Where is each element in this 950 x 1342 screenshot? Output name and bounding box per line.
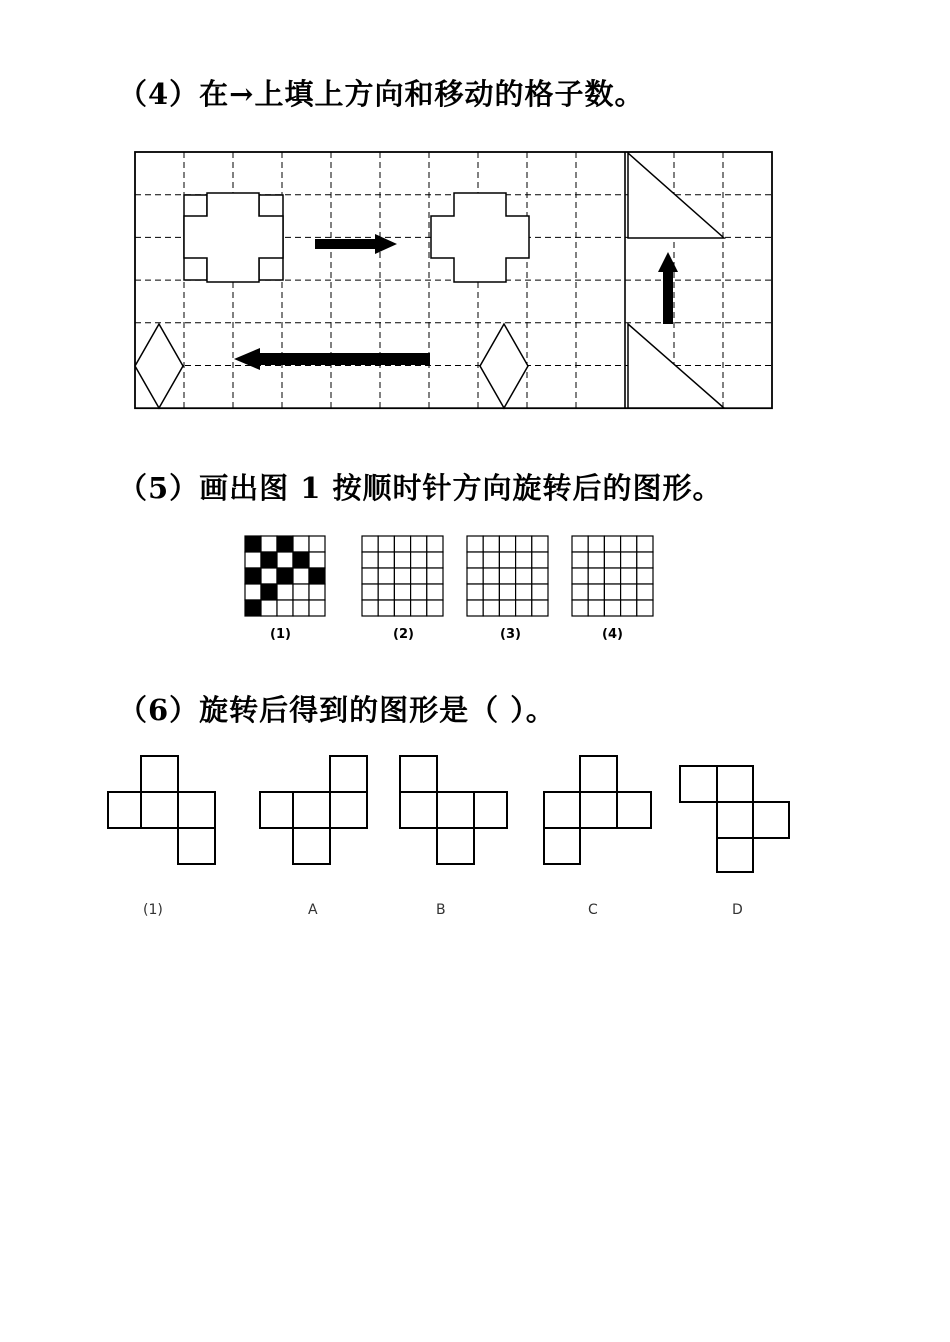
caption-net-b: B	[436, 902, 446, 918]
caption-grid-4: (4)	[602, 627, 623, 642]
caption-net-a: A	[308, 902, 318, 918]
caption-net-d: D	[732, 902, 743, 918]
caption-grid-1: (1)	[270, 627, 291, 642]
net-figure-d	[680, 766, 789, 872]
net-figure-b	[400, 756, 507, 864]
net-figure-1	[108, 756, 215, 864]
caption-net-1: (1)	[143, 902, 163, 918]
question-6-text: （6）旋转后得到的图形是（ ）。	[118, 693, 556, 727]
net-figure-c	[544, 756, 651, 864]
caption-grid-3: (3)	[500, 627, 521, 642]
caption-net-c: C	[588, 902, 598, 918]
question-5-text: （5）画出图 1 按顺时针方向旋转后的图形。	[118, 471, 723, 505]
net-figure-a	[260, 756, 367, 864]
question-4-text: （4）在→上填上方向和移动的格子数。	[118, 77, 645, 111]
caption-grid-2: (2)	[393, 627, 414, 642]
